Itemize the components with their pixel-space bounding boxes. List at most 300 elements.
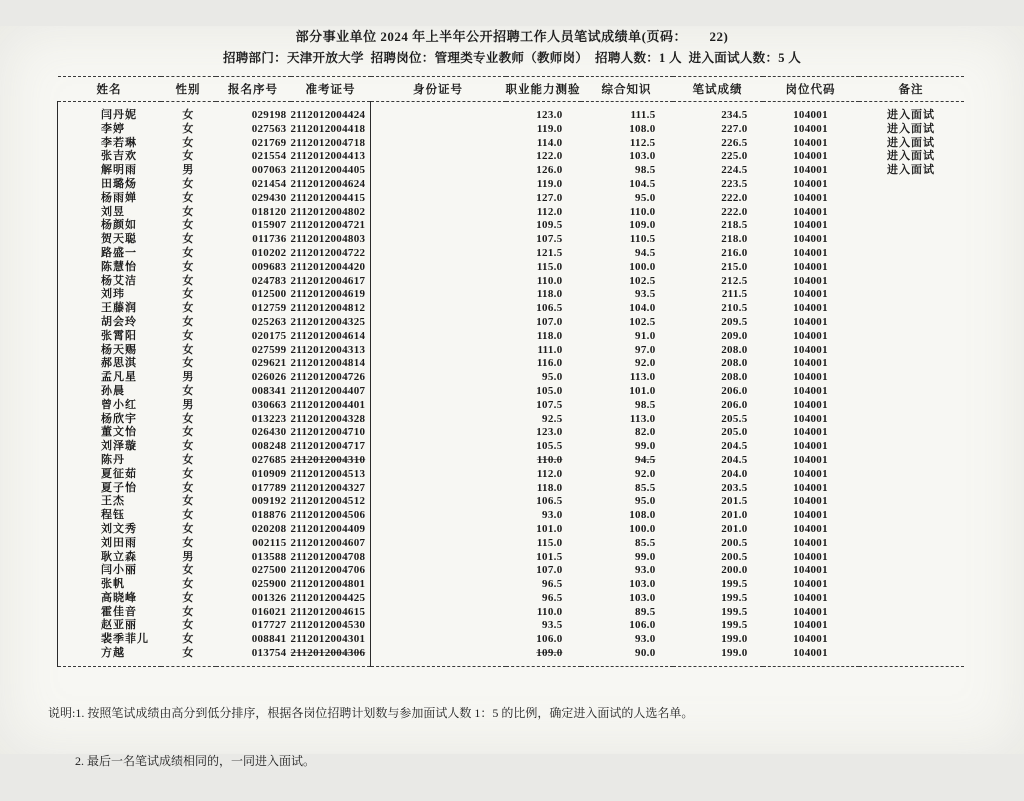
gender-cell: 女 — [182, 315, 194, 328]
exam-ticket-number-cell: 2112012004401 — [290, 398, 366, 411]
gender-cell: 女 — [182, 440, 194, 453]
post-code-cell: 104001 — [793, 315, 828, 328]
registration-number-cell: 017727 — [251, 619, 287, 632]
remark-cell — [859, 606, 964, 620]
post-code-cell: 104001 — [793, 605, 828, 618]
gender-cell: 女 — [182, 384, 194, 397]
ability-score-cell: 107.0 — [536, 564, 563, 577]
remark-cell: 进入面试 — [887, 150, 935, 163]
id-number-cell — [371, 123, 506, 137]
id-number-cell — [371, 275, 506, 289]
remark-cell — [859, 302, 964, 316]
name-cell: 方越 — [58, 647, 161, 666]
remark-cell — [859, 523, 964, 537]
column-header: 身份证号 — [371, 77, 506, 102]
remark-cell — [859, 385, 964, 399]
name-cell: 陈丹 — [58, 454, 161, 468]
post-code-cell: 104001 — [793, 302, 828, 315]
total-score-cell: 212.5 — [721, 274, 748, 287]
gender-cell: 女 — [182, 357, 194, 370]
page-subtitle: 招聘部门：天津开放大学 招聘岗位：管理类专业教师（教师岗） 招聘人数：1 人 进入面试人数：5 人 — [222, 51, 802, 65]
post-code-cell: 104001 — [793, 205, 828, 218]
exam-ticket-number-cell: 2112012004615 — [290, 605, 366, 618]
knowledge-score-cell: 108.0 — [629, 122, 656, 135]
post-code-cell: 104001 — [793, 591, 828, 604]
remark-cell — [859, 440, 964, 454]
registration-number-cell: 010909 — [251, 467, 287, 480]
table-row — [58, 495, 964, 509]
id-number-cell — [371, 178, 506, 192]
registration-number-cell: 009683 — [251, 260, 287, 273]
registration-number-cell: 027500 — [251, 564, 287, 577]
id-number-cell — [371, 357, 506, 371]
knowledge-score-cell: 102.5 — [629, 315, 656, 328]
gender-cell: 女 — [182, 260, 194, 273]
knowledge-score-cell: 99.0 — [635, 550, 656, 563]
table-row — [58, 564, 964, 578]
knowledge-score-cell: 104.0 — [629, 302, 656, 315]
table-row — [58, 164, 964, 178]
name-cell: 张霄阳 — [58, 330, 161, 344]
name-cell: 杨天赐 — [58, 344, 161, 358]
id-number-cell — [371, 606, 506, 620]
ability-score-cell: 93.0 — [542, 509, 563, 522]
remark-cell — [859, 647, 964, 666]
ability-score-cell: 110.0 — [536, 274, 563, 287]
registration-number-cell: 024783 — [251, 274, 287, 287]
ability-score-cell: 105.5 — [536, 440, 563, 453]
registration-number-cell: 025900 — [251, 578, 287, 591]
table-row — [58, 261, 964, 275]
post-code-cell: 104001 — [793, 246, 828, 259]
name-cell: 孙晨 — [58, 385, 161, 399]
remark-cell — [859, 413, 964, 427]
registration-number-cell: 029621 — [251, 357, 287, 370]
registration-number-cell: 018120 — [251, 205, 287, 218]
table-row — [58, 468, 964, 482]
gender-cell: 女 — [182, 329, 194, 342]
post-code-cell: 104001 — [793, 371, 828, 384]
remark-cell — [859, 344, 964, 358]
exam-ticket-number-cell: 2112012004424 — [290, 109, 366, 121]
remark-cell: 进入面试 — [887, 109, 935, 121]
post-code-cell: 104001 — [793, 329, 828, 342]
name-cell: 郝思淇 — [58, 357, 161, 371]
total-score-cell: 201.0 — [721, 522, 748, 535]
total-score-cell: 199.5 — [721, 578, 748, 591]
knowledge-score-cell: 108.0 — [629, 509, 656, 522]
registration-number-cell: 012759 — [251, 302, 287, 315]
exam-ticket-number-cell: 2112012004722 — [290, 246, 366, 259]
table-row — [58, 385, 964, 399]
table-row — [58, 247, 964, 261]
exam-ticket-number-cell: 2112012004407 — [290, 384, 366, 397]
total-score-cell: 224.5 — [721, 164, 748, 177]
total-score-cell: 225.0 — [721, 150, 748, 163]
gender-cell: 男 — [182, 550, 194, 563]
remark-cell — [859, 564, 964, 578]
name-cell: 张吉欢 — [58, 150, 161, 164]
table-row — [58, 357, 964, 371]
registration-number-cell: 007063 — [251, 164, 287, 177]
name-cell: 刘玮 — [58, 288, 161, 302]
total-score-cell: 199.0 — [721, 633, 748, 646]
ability-score-cell: 126.0 — [536, 164, 563, 177]
total-score-cell: 216.0 — [721, 246, 748, 259]
remark-cell — [859, 454, 964, 468]
exam-ticket-number-cell: 2112012004327 — [290, 481, 366, 494]
note-line-1: 说明:1. 按照笔试成绩由高分到低分排序，根据各岗位招聘计划数与参加面试人数 1：5 的比例，确定进入面试的人选名单。 — [48, 705, 694, 720]
ability-score-cell: 106.0 — [536, 633, 563, 646]
ability-score-cell: 115.0 — [536, 260, 563, 273]
remark-cell — [859, 261, 964, 275]
name-cell: 路盛一 — [58, 247, 161, 261]
remark-cell — [859, 537, 964, 551]
total-score-cell: 223.5 — [721, 177, 748, 190]
gender-cell: 女 — [182, 177, 194, 190]
id-number-cell — [371, 454, 506, 468]
post-code-cell: 104001 — [793, 384, 828, 397]
knowledge-score-cell: 106.0 — [629, 619, 656, 632]
ability-score-cell: 119.0 — [536, 122, 563, 135]
registration-number-cell: 011736 — [252, 233, 287, 246]
total-score-cell: 200.5 — [721, 536, 748, 549]
total-score-cell: 204.5 — [721, 440, 748, 453]
total-score-cell: 201.0 — [721, 509, 748, 522]
post-code-cell: 104001 — [793, 633, 828, 646]
table-row — [58, 371, 964, 385]
table-row — [58, 344, 964, 358]
table-row — [58, 647, 964, 666]
post-code-cell: 104001 — [793, 467, 828, 480]
name-cell: 李婷 — [58, 123, 161, 137]
knowledge-score-cell: 95.0 — [635, 495, 656, 508]
table-row — [58, 316, 964, 330]
post-code-cell: 104001 — [793, 564, 828, 577]
id-number-cell — [371, 413, 506, 427]
ability-score-cell: 118.0 — [536, 288, 563, 301]
table-header — [58, 77, 964, 102]
table-body — [58, 102, 964, 667]
exam-ticket-number-cell: 2112012004721 — [290, 219, 366, 232]
exam-ticket-number-cell: 2112012004706 — [290, 564, 366, 577]
total-score-cell: 208.0 — [721, 371, 748, 384]
knowledge-score-cell: 85.5 — [635, 481, 656, 494]
remark-cell — [859, 399, 964, 413]
total-score-cell: 199.5 — [721, 591, 748, 604]
post-code-cell: 104001 — [793, 274, 828, 287]
exam-ticket-number-cell: 2112012004418 — [290, 122, 366, 135]
knowledge-score-cell: 89.5 — [635, 605, 656, 618]
ability-score-cell: 121.5 — [536, 246, 563, 259]
total-score-cell: 204.5 — [721, 453, 748, 466]
registration-number-cell: 001326 — [251, 591, 287, 604]
gender-cell: 女 — [182, 343, 194, 356]
ability-score-cell: 96.5 — [542, 578, 563, 591]
remark-cell — [859, 495, 964, 509]
name-cell: 曾小红 — [58, 399, 161, 413]
table-row — [58, 426, 964, 440]
ability-score-cell: 114.0 — [536, 136, 563, 149]
id-number-cell — [371, 385, 506, 399]
knowledge-score-cell: 91.0 — [635, 329, 656, 342]
post-code-cell: 104001 — [793, 343, 828, 356]
column-header: 准考证号 — [291, 77, 371, 102]
id-number-cell — [371, 137, 506, 151]
id-number-cell — [371, 233, 506, 247]
name-cell: 王杰 — [58, 495, 161, 509]
total-score-cell: 222.0 — [721, 191, 748, 204]
knowledge-score-cell: 98.5 — [635, 164, 656, 177]
exam-ticket-number-cell: 2112012004617 — [290, 274, 366, 287]
gender-cell: 女 — [182, 522, 194, 535]
registration-number-cell: 016021 — [251, 605, 287, 618]
table-row — [58, 509, 964, 523]
id-number-cell — [371, 551, 506, 565]
gender-cell: 女 — [182, 591, 194, 604]
name-cell: 贺天聪 — [58, 233, 161, 247]
post-code-cell: 104001 — [793, 522, 828, 535]
id-number-cell — [371, 102, 506, 123]
gender-cell: 女 — [182, 453, 194, 466]
id-number-cell — [371, 344, 506, 358]
total-score-cell: 210.5 — [721, 302, 748, 315]
registration-number-cell: 013588 — [251, 550, 287, 563]
gender-cell: 女 — [182, 481, 194, 494]
exam-ticket-number-cell: 2112012004624 — [290, 177, 366, 190]
registration-number-cell: 026430 — [251, 426, 287, 439]
id-number-cell — [371, 633, 506, 647]
id-number-cell — [371, 150, 506, 164]
id-number-cell — [371, 426, 506, 440]
registration-number-cell: 027685 — [251, 453, 287, 466]
knowledge-score-cell: 85.5 — [635, 536, 656, 549]
post-code-cell: 104001 — [793, 177, 828, 190]
gender-cell: 女 — [182, 619, 194, 632]
name-cell: 裴季菲儿 — [58, 633, 161, 647]
remark-cell: 进入面试 — [887, 164, 935, 177]
total-score-cell: 209.5 — [721, 315, 748, 328]
exam-ticket-number-cell: 2112012004513 — [290, 467, 366, 480]
exam-ticket-number-cell: 2112012004512 — [290, 495, 366, 508]
id-number-cell — [371, 619, 506, 633]
ability-score-cell: 112.0 — [536, 205, 563, 218]
name-cell: 刘昱 — [58, 206, 161, 220]
scanned-score-sheet-page — [0, 26, 1024, 768]
knowledge-score-cell: 92.0 — [635, 467, 656, 480]
knowledge-score-cell: 82.0 — [635, 426, 656, 439]
ability-score-cell: 109.5 — [536, 219, 563, 232]
total-score-cell: 200.0 — [721, 564, 748, 577]
knowledge-score-cell: 98.5 — [635, 398, 656, 411]
ability-score-cell: 105.0 — [536, 384, 563, 397]
name-cell: 解明雨 — [58, 164, 161, 178]
name-cell: 刘文秀 — [58, 523, 161, 537]
total-score-cell: 226.5 — [721, 136, 748, 149]
ability-score-cell: 95.0 — [542, 371, 563, 384]
ability-score-cell: 115.0 — [536, 536, 563, 549]
id-number-cell — [371, 302, 506, 316]
exam-ticket-number-cell: 2112012004710 — [290, 426, 366, 439]
ability-score-cell: 110.0 — [536, 453, 563, 466]
name-cell: 孟凡星 — [58, 371, 161, 385]
registration-number-cell: 029430 — [251, 191, 287, 204]
id-number-cell — [371, 399, 506, 413]
name-cell: 杨欣宇 — [58, 413, 161, 427]
table-row — [58, 454, 964, 468]
ability-score-cell: 111.0 — [537, 343, 563, 356]
id-number-cell — [371, 564, 506, 578]
knowledge-score-cell: 104.5 — [629, 177, 656, 190]
remark-cell — [859, 482, 964, 496]
total-score-cell: 208.0 — [721, 343, 748, 356]
knowledge-score-cell: 100.0 — [629, 260, 656, 273]
remark-cell — [859, 275, 964, 289]
id-number-cell — [371, 247, 506, 261]
exam-ticket-number-cell: 2112012004802 — [290, 205, 366, 218]
name-cell: 田璐炀 — [58, 178, 161, 192]
table-row — [58, 578, 964, 592]
table-row — [58, 192, 964, 206]
table-row — [58, 551, 964, 565]
table-row — [58, 123, 964, 137]
table-row — [58, 102, 964, 123]
column-header: 职业能力测验 — [506, 77, 581, 102]
name-cell: 刘田雨 — [58, 537, 161, 551]
exam-ticket-number-cell: 2112012004726 — [290, 371, 366, 384]
registration-number-cell: 026026 — [251, 371, 287, 384]
ability-score-cell: 127.0 — [536, 191, 563, 204]
name-cell: 王藤润 — [58, 302, 161, 316]
table-header-row — [58, 77, 964, 102]
knowledge-score-cell: 102.5 — [629, 274, 656, 287]
registration-number-cell: 015907 — [251, 219, 287, 232]
id-number-cell — [371, 288, 506, 302]
name-cell: 陈慧怡 — [58, 261, 161, 275]
knowledge-score-cell: 112.5 — [629, 136, 656, 149]
column-header: 笔试成绩 — [673, 77, 763, 102]
total-score-cell: 205.5 — [721, 412, 748, 425]
ability-score-cell: 92.5 — [542, 412, 563, 425]
id-number-cell — [371, 371, 506, 385]
exam-ticket-number-cell: 2112012004310 — [290, 453, 366, 466]
exam-ticket-number-cell: 2112012004530 — [290, 619, 366, 632]
name-cell: 张帆 — [58, 578, 161, 592]
exam-ticket-number-cell: 2112012004607 — [290, 536, 366, 549]
table-row — [58, 523, 964, 537]
exam-ticket-number-cell: 2112012004328 — [290, 412, 366, 425]
ability-score-cell: 93.5 — [542, 619, 563, 632]
remark-cell — [859, 371, 964, 385]
ability-score-cell: 107.0 — [536, 315, 563, 328]
name-cell: 李若琳 — [58, 137, 161, 151]
post-code-cell: 104001 — [793, 426, 828, 439]
table-row — [58, 288, 964, 302]
total-score-cell: 215.0 — [721, 260, 748, 273]
gender-cell: 女 — [182, 246, 194, 259]
name-cell: 胡会玲 — [58, 316, 161, 330]
remark-cell — [859, 316, 964, 330]
registration-number-cell: 008341 — [251, 384, 287, 397]
gender-cell: 女 — [182, 109, 194, 121]
column-header: 综合知识 — [581, 77, 673, 102]
column-header: 性别 — [161, 77, 216, 102]
gender-cell: 女 — [182, 495, 194, 508]
name-cell: 杨雨婵 — [58, 192, 161, 206]
column-header: 报名序号 — [216, 77, 291, 102]
gender-cell: 女 — [182, 578, 194, 591]
total-score-cell: 199.5 — [721, 619, 748, 632]
ability-score-cell: 119.0 — [536, 177, 563, 190]
name-cell: 程钰 — [58, 509, 161, 523]
ability-score-cell: 101.0 — [536, 522, 563, 535]
gender-cell: 女 — [182, 509, 194, 522]
total-score-cell: 209.0 — [721, 329, 748, 342]
knowledge-score-cell: 110.0 — [629, 205, 656, 218]
table-row — [58, 330, 964, 344]
remark-cell: 进入面试 — [887, 136, 935, 149]
remark-cell — [859, 551, 964, 565]
exam-ticket-number-cell: 2112012004506 — [290, 509, 366, 522]
gender-cell: 女 — [182, 605, 194, 618]
exam-ticket-number-cell: 2112012004812 — [290, 302, 366, 315]
name-cell: 赵亚丽 — [58, 619, 161, 633]
total-score-cell: 199.0 — [721, 647, 748, 660]
knowledge-score-cell: 90.0 — [635, 647, 656, 660]
registration-number-cell: 017789 — [251, 481, 287, 494]
registration-number-cell: 021454 — [251, 177, 287, 190]
registration-number-cell: 013754 — [251, 647, 287, 660]
registration-number-cell: 009192 — [251, 495, 287, 508]
name-cell: 夏征茹 — [58, 468, 161, 482]
total-score-cell: 211.5 — [721, 288, 748, 301]
remark-cell — [859, 233, 964, 247]
table-row — [58, 275, 964, 289]
exam-ticket-number-cell: 2112012004413 — [290, 150, 366, 163]
table-row — [58, 150, 964, 164]
ability-score-cell: 107.5 — [536, 398, 563, 411]
id-number-cell — [371, 495, 506, 509]
exam-ticket-number-cell: 2112012004708 — [290, 550, 366, 563]
post-code-cell: 104001 — [793, 495, 828, 508]
post-code-cell: 104001 — [793, 440, 828, 453]
id-number-cell — [371, 537, 506, 551]
registration-number-cell: 008841 — [251, 633, 287, 646]
gender-cell: 女 — [182, 633, 194, 646]
ability-score-cell: 112.0 — [536, 467, 563, 480]
registration-number-cell: 018876 — [251, 509, 287, 522]
remark-cell — [859, 288, 964, 302]
registration-number-cell: 021554 — [251, 150, 287, 163]
gender-cell: 女 — [182, 219, 194, 232]
gender-cell: 女 — [182, 274, 194, 287]
page-title: 部分事业单位 2024 年上半年公开招聘工作人员笔试成绩单(页码： 22) — [295, 29, 729, 44]
table-row — [58, 482, 964, 496]
gender-cell: 女 — [182, 647, 194, 660]
knowledge-score-cell: 109.0 — [629, 219, 656, 232]
table-row — [58, 633, 964, 647]
column-header: 岗位代码 — [763, 77, 859, 102]
name-cell: 高晓峰 — [58, 592, 161, 606]
ability-score-cell: 101.5 — [536, 550, 563, 563]
post-code-cell: 104001 — [793, 288, 828, 301]
exam-ticket-number-cell: 2112012004619 — [290, 288, 366, 301]
registration-number-cell: 008248 — [251, 440, 287, 453]
remark-cell — [859, 357, 964, 371]
name-cell: 霍佳音 — [58, 606, 161, 620]
exam-ticket-number-cell: 2112012004415 — [290, 191, 366, 204]
remark-cell — [859, 592, 964, 606]
